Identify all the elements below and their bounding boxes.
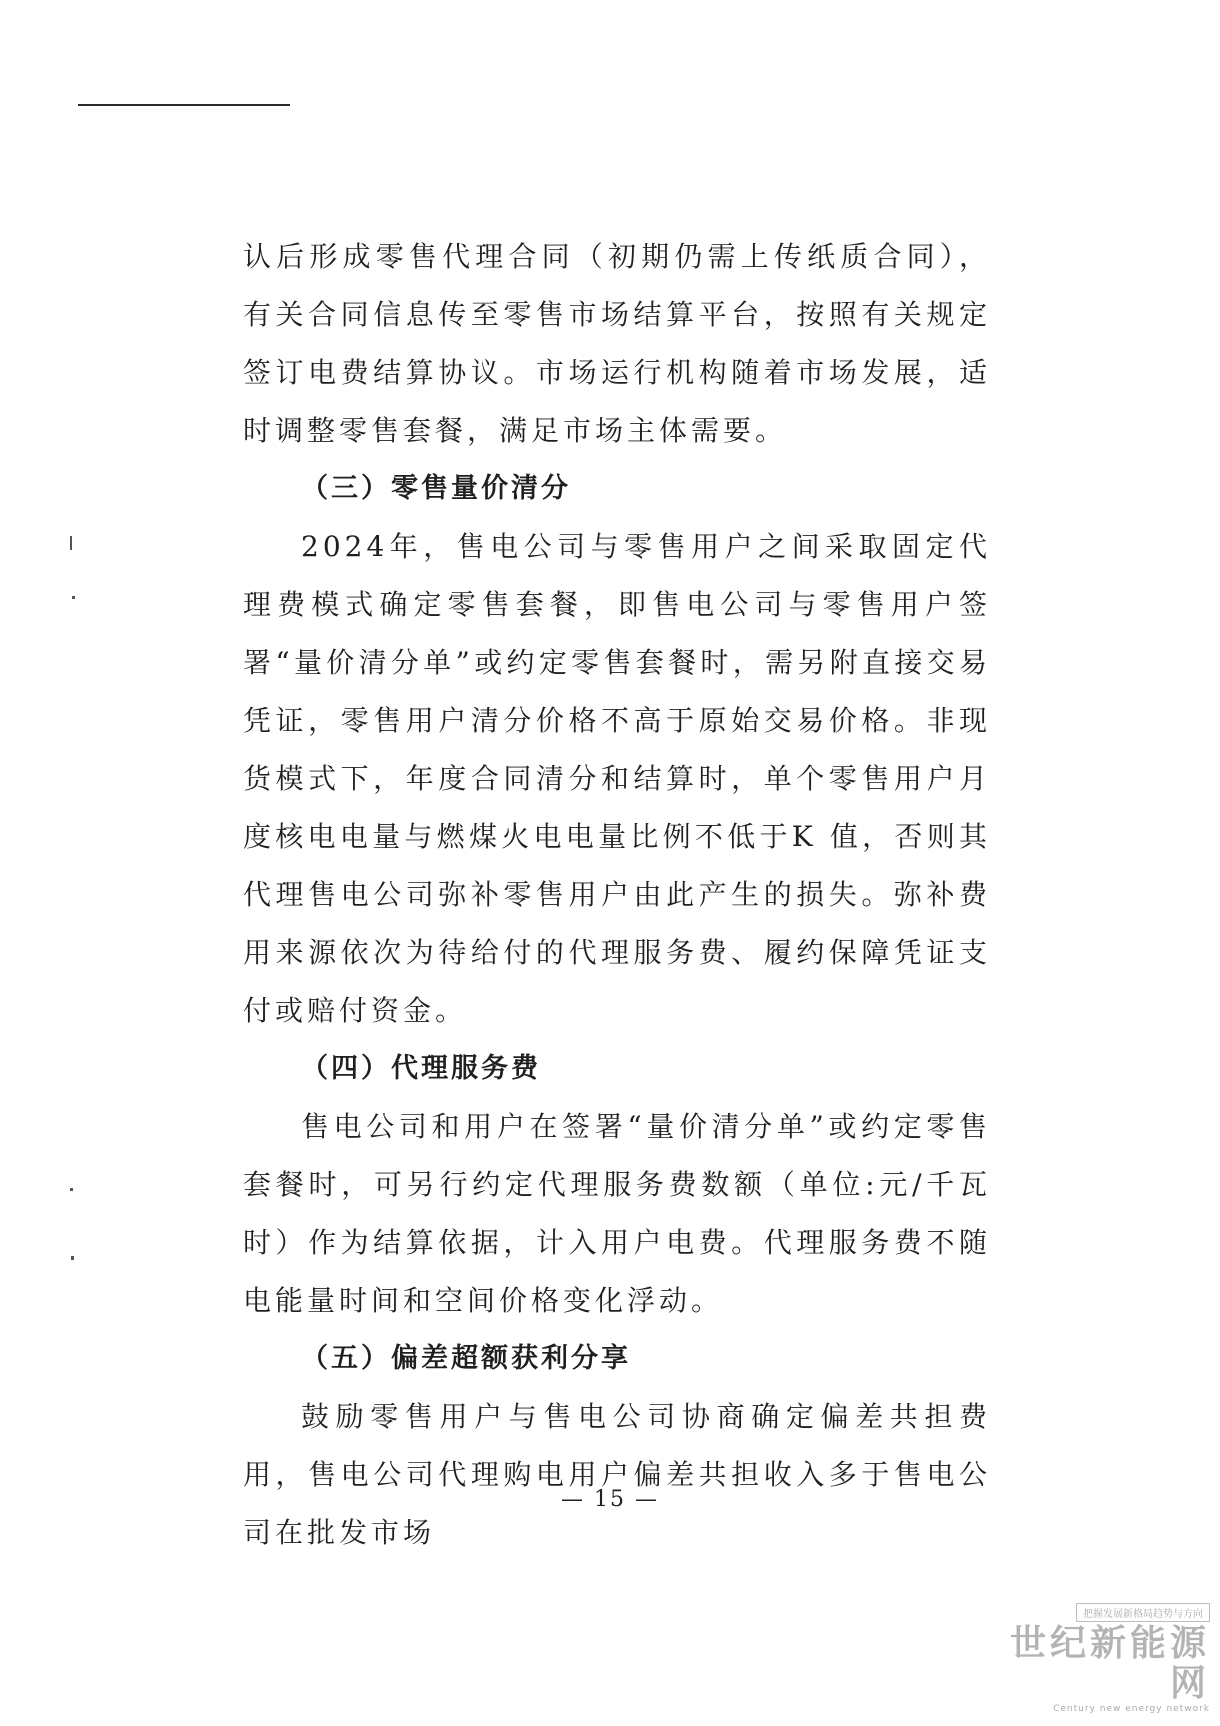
watermark-tagline: 把握发展新格局趋势与方向: [1076, 1603, 1210, 1622]
scan-mark: [70, 1188, 73, 1191]
section-heading-3: （三）零售量价清分: [301, 473, 571, 504]
watermark-logo: [980, 1602, 1210, 1714]
section-heading-5: （五）偏差超额获利分享: [301, 1343, 631, 1374]
page-number: — 15 —: [561, 1487, 659, 1512]
paragraph-retail-clearing: 2024年，售电公司与零售用户之间采取固定代理费模式确定零售套餐，即售电公司与零售用户签署“量价清分单”或约定零售套餐时，需另附直接交易凭证，零售用户清分价格不高于原始交易价格。非现货模式下，年度合同清分和结算时，单个零售用户月度核电电量与燃煤火电电量比例不低于K 值，否则其代理售电公司弥补零售用户由此产生的损失。弥补费用来源依次为待给付的代理服务费、履约保障凭证支付或赔付资金。: [243, 530, 991, 1027]
section-heading-4: （四）代理服务费: [301, 1053, 541, 1084]
paragraph-continuation: 认后形成零售代理合同（初期仍需上传纸质合同），有关合同信息传至零售市场结算平台，按照有关规定签订电费结算协议。市场运行机构随着市场发展，适时调整零售套餐，满足市场主体需要。: [243, 240, 991, 447]
scan-mark: [72, 596, 75, 599]
paragraph-deviation-sharing: 鼓励零售用户与售电公司协商确定偏差共担费用，售电公司代理购电用户偏差共担收入多于售电公司在批发市场: [243, 1400, 991, 1549]
scan-mark: [70, 536, 72, 550]
paragraph-agency-fee: 售电公司和用户在签署“量价清分单”或约定零售套餐时，可另行约定代理服务费数额（单位:元/千瓦时）作为结算依据，计入用户电费。代理服务费不随电能量时间和空间价格变化浮动。: [243, 1110, 991, 1317]
watermark-subtitle: Century new energy network: [1053, 1704, 1210, 1714]
scan-mark: [71, 1256, 74, 1260]
document-body: [243, 228, 991, 1562]
watermark-title: 世纪新能源网: [1009, 1623, 1210, 1704]
header-rule: [78, 104, 290, 106]
